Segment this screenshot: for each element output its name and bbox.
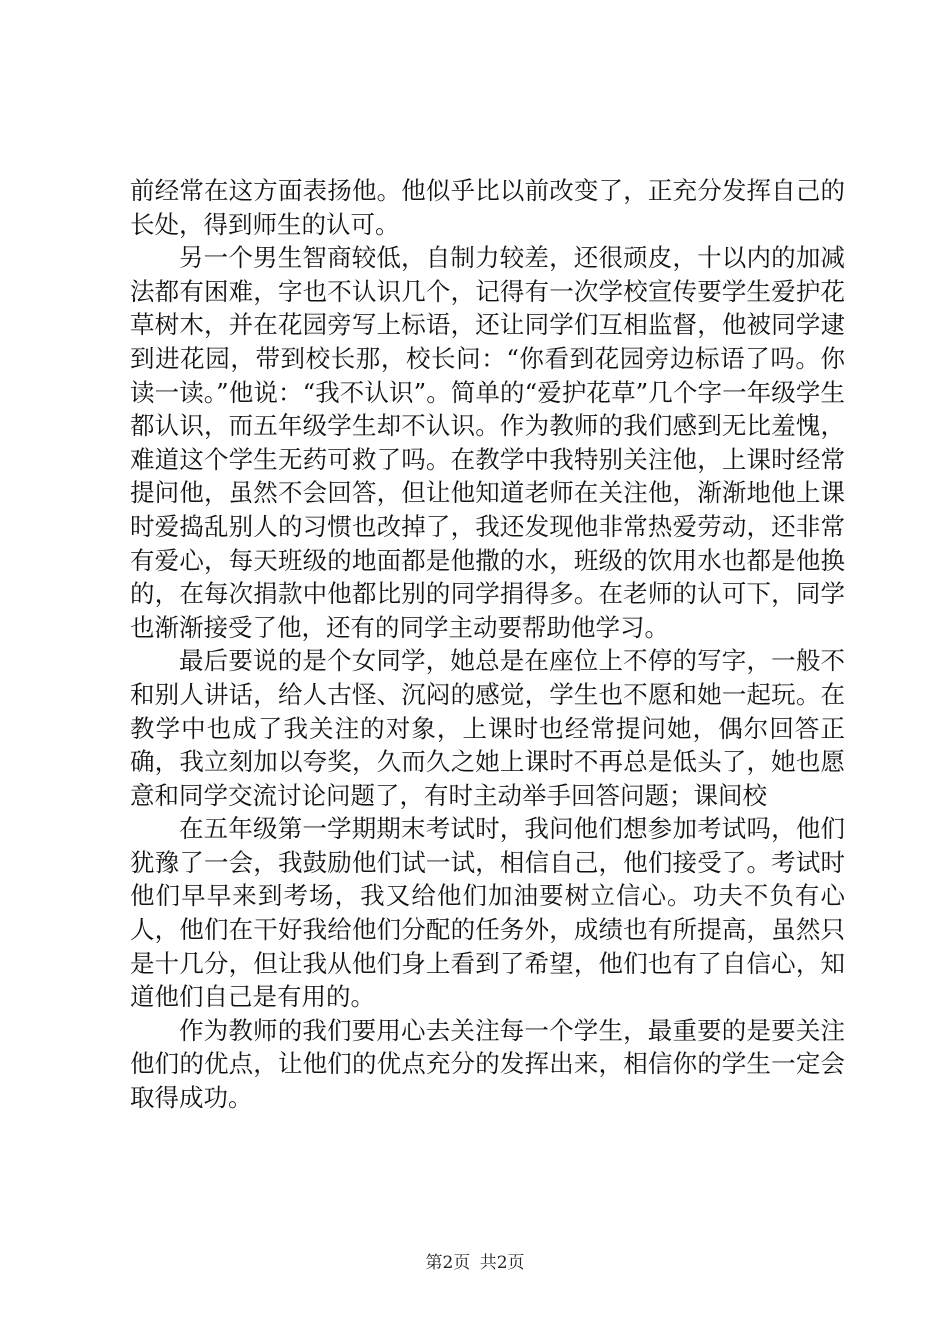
paragraph-3: 最后要说的是个女同学，她总是在座位上不停的写字，一般不和别人讲话，给人古怪、沉闷的感觉，学生也不愿和她一起玩。在教学中也成了我关注的对象，上课时也经常提问她，偶尔回答正确，我立刻加以夸奖，久而久之她上课时不再总是低头了，她也愿意和同学交流讨论问题了，有时主动举手回答问题；课间校 xyxy=(130,646,845,810)
page-number: 第2页 xyxy=(425,1253,471,1273)
paragraph-5: 作为教师的我们要用心去关注每一个学生，最重要的是要关注他们的优点，让他们的优点充分的发挥出来，相信你的学生一定会取得成功。 xyxy=(130,1015,845,1113)
paragraph-2: 另一个男生智商较低，自制力较差，还很顽皮，十以内的加减法都有困难，字也不认识几个，记得有一次学校宣传要学生爱护花草树木，并在花园旁写上标语，还让同学们互相监督，他被同学逮到进花园，带到校长那，校长问：“你看到花园旁边标语了吗。你读一读。”他说：“我不认识”。简单的“爱护花草”几个字一年级学生都认识，而五年级学生却不认识。作为教师的我们感到无比羞愧，难道这个学生无药可救了吗。在教学中我特别关注他，上课时经常提问他，虽然不会回答，但让他知道老师在关注他，渐渐地他上课时爱捣乱别人的习惯也改掉了，我还发现他非常热爱劳动，还非常有爱心，每天班级的地面都是他撒的水，班级的饮用水也都是他换的，在每次捐款中他都比别的同学捐得多。在老师的认可下，同学也渐渐接受了他，还有的同学主动要帮助他学习。 xyxy=(130,243,845,642)
paragraph-4: 在五年级第一学期期末考试时，我问他们想参加考试吗，他们犹豫了一会，我鼓励他们试一试，相信自己，他们接受了。考试时他们早早来到考场，我又给他们加油要树立信心。功夫不负有心人，他们在干好我给他们分配的任务外，成绩也有所提高，虽然只是十几分，但让我从他们身上看到了希望，他们也有了自信心，知道他们自己是有用的。 xyxy=(130,814,845,1012)
document-body xyxy=(130,174,845,1115)
page-total: 共2页 xyxy=(479,1253,525,1273)
paragraph-1: 前经常在这方面表扬他。他似乎比以前改变了，正充分发挥自己的长处，得到师生的认可。 xyxy=(130,176,845,239)
page-footer xyxy=(0,1252,950,1274)
